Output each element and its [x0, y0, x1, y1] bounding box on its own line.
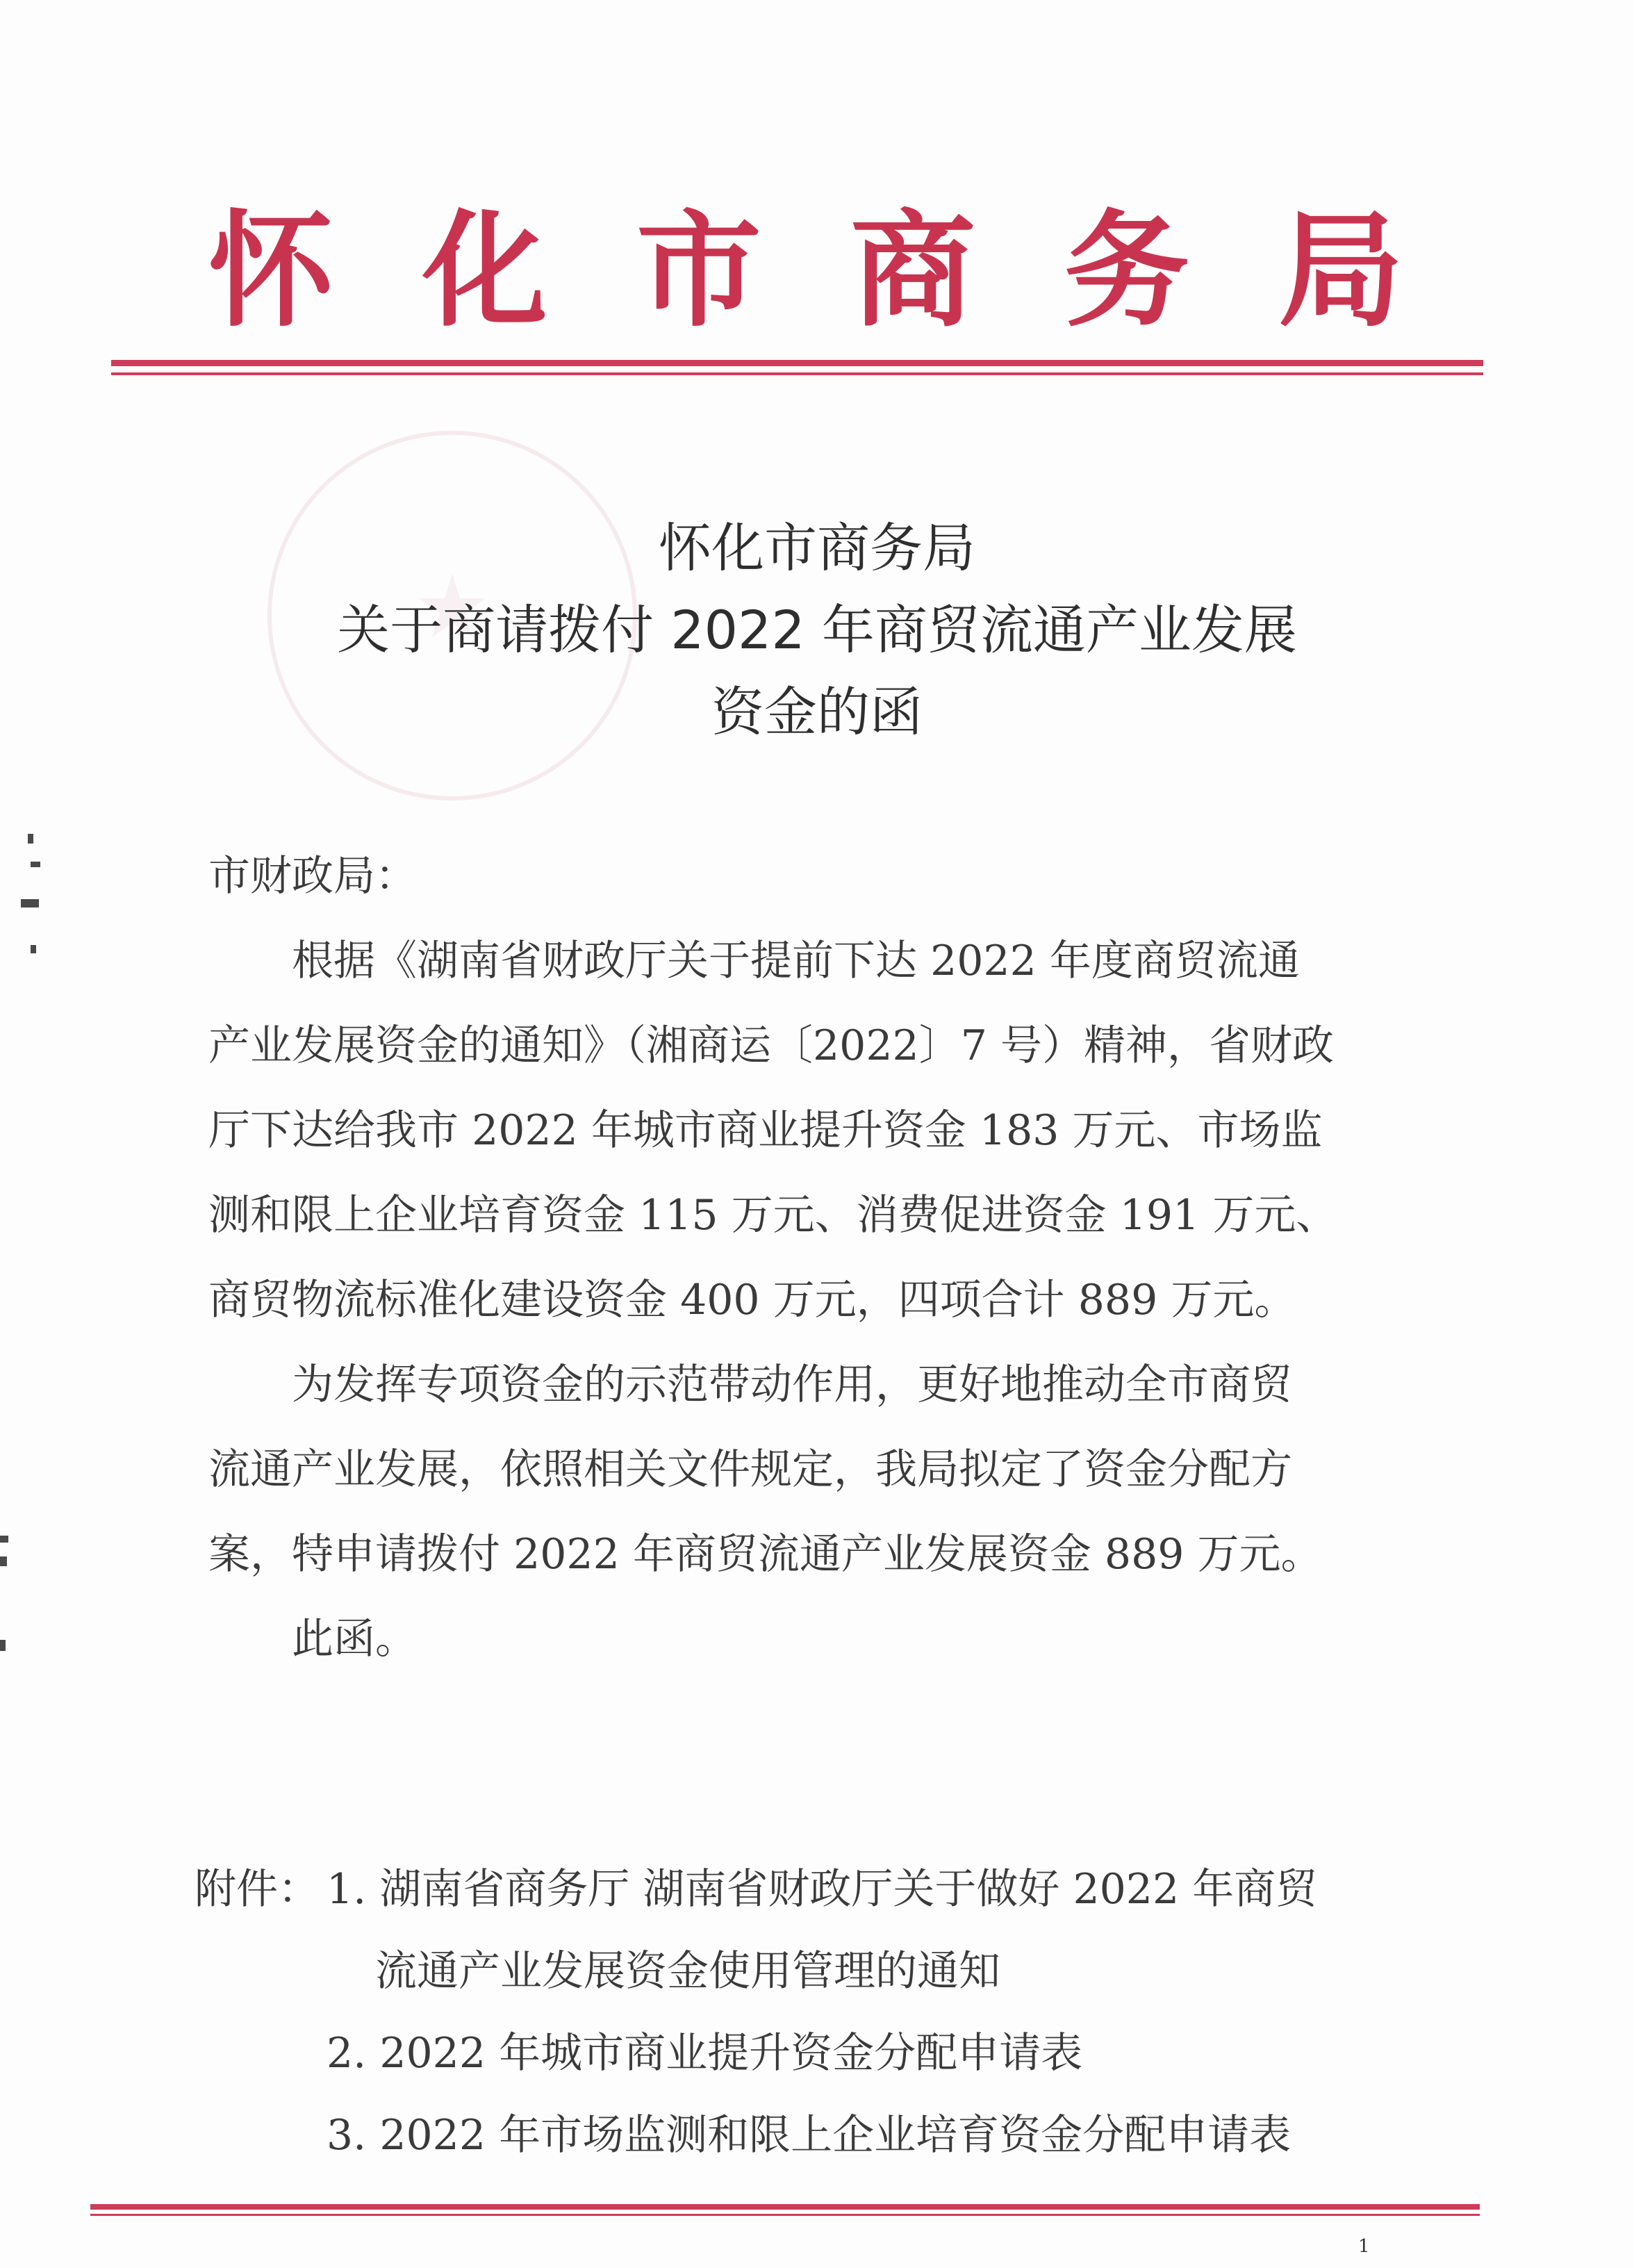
letter-body: [208, 834, 1389, 1682]
letterhead-char: 市: [636, 197, 761, 344]
title-line-3: 资金的函: [711, 681, 923, 743]
paragraph-line: 根据《湖南省财政厅关于提前下达 2022 年度商贸流通: [292, 937, 1300, 985]
attachment-item-3: 3. 2022 年市场监测和限上企业培育资金分配申请表: [327, 2111, 1291, 2160]
binding-hole-mark: [21, 899, 39, 907]
letterhead-char: 化: [422, 197, 547, 344]
title-line-1: 怀化市商务局: [659, 517, 975, 579]
addressee: 市财政局：: [208, 852, 417, 901]
binding-hole-mark: [0, 1556, 7, 1566]
paragraph-line: 案，特申请拨付 2022 年商贸流通产业发展资金 889 万元。: [208, 1530, 1323, 1579]
paragraph-line: 产业发展资金的通知》（湘商运〔2022〕7 号）精神，省财政: [208, 1021, 1334, 1070]
attachment-row: [195, 1848, 1417, 2176]
paragraph-line: 流通产业发展，依照相关文件规定，我局拟定了资金分配方: [208, 1445, 1292, 1494]
paragraph-line: 测和限上企业培育资金 115 万元、消费促进资金 191 万元、: [208, 1191, 1338, 1240]
paragraph-1: [208, 919, 1389, 1342]
paragraph-line: 商贸物流标准化建设资金 400 万元，四项合计 889 万元。: [208, 1276, 1296, 1324]
attachment-list: [327, 1848, 1417, 2176]
attachment-item-2: 2. 2022 年城市商业提升资金分配申请表: [327, 2029, 1083, 2078]
attachments-label: 附件：: [195, 1865, 320, 1914]
paragraph-2: [208, 1342, 1389, 1597]
letterhead-rule-thick: [111, 360, 1483, 366]
paragraph-line: 为发挥专项资金的示范带动作用，更好地推动全市商贸: [292, 1361, 1292, 1409]
binding-hole-mark: [0, 1536, 8, 1543]
footer-rule-thin: [90, 2214, 1480, 2216]
letterhead-char: 务: [1064, 197, 1189, 344]
title-line-2: 关于商请拨付 2022 年商贸流通产业发展: [337, 599, 1297, 661]
binding-hole-mark: [31, 945, 36, 953]
attachment-item-1-cont: 流通产业发展资金使用管理的通知: [375, 1947, 1000, 1996]
binding-hole-mark: [31, 862, 40, 867]
binding-hole-mark: [0, 1640, 6, 1651]
letterhead-rule-thin: [111, 372, 1483, 375]
letterhead-char: 商: [850, 197, 975, 344]
letterhead-char: 怀: [208, 197, 334, 344]
document-title: [122, 507, 1512, 753]
paragraph-line: 厅下达给我市 2022 年城市商业提升资金 183 万元、市场监: [208, 1106, 1323, 1155]
letterhead-char: 局: [1278, 197, 1403, 344]
letterhead: [208, 197, 1403, 344]
binding-hole-mark: [28, 834, 33, 844]
page-number: 1: [1358, 2236, 1370, 2257]
closing-line: 此函。: [292, 1615, 417, 1663]
attachment-item-1: 1. 湖南省商务厅 湖南省财政厅关于做好 2022 年商贸: [327, 1865, 1318, 1914]
attachments: [195, 1848, 1417, 2176]
footer-rule-thick: [90, 2204, 1480, 2210]
